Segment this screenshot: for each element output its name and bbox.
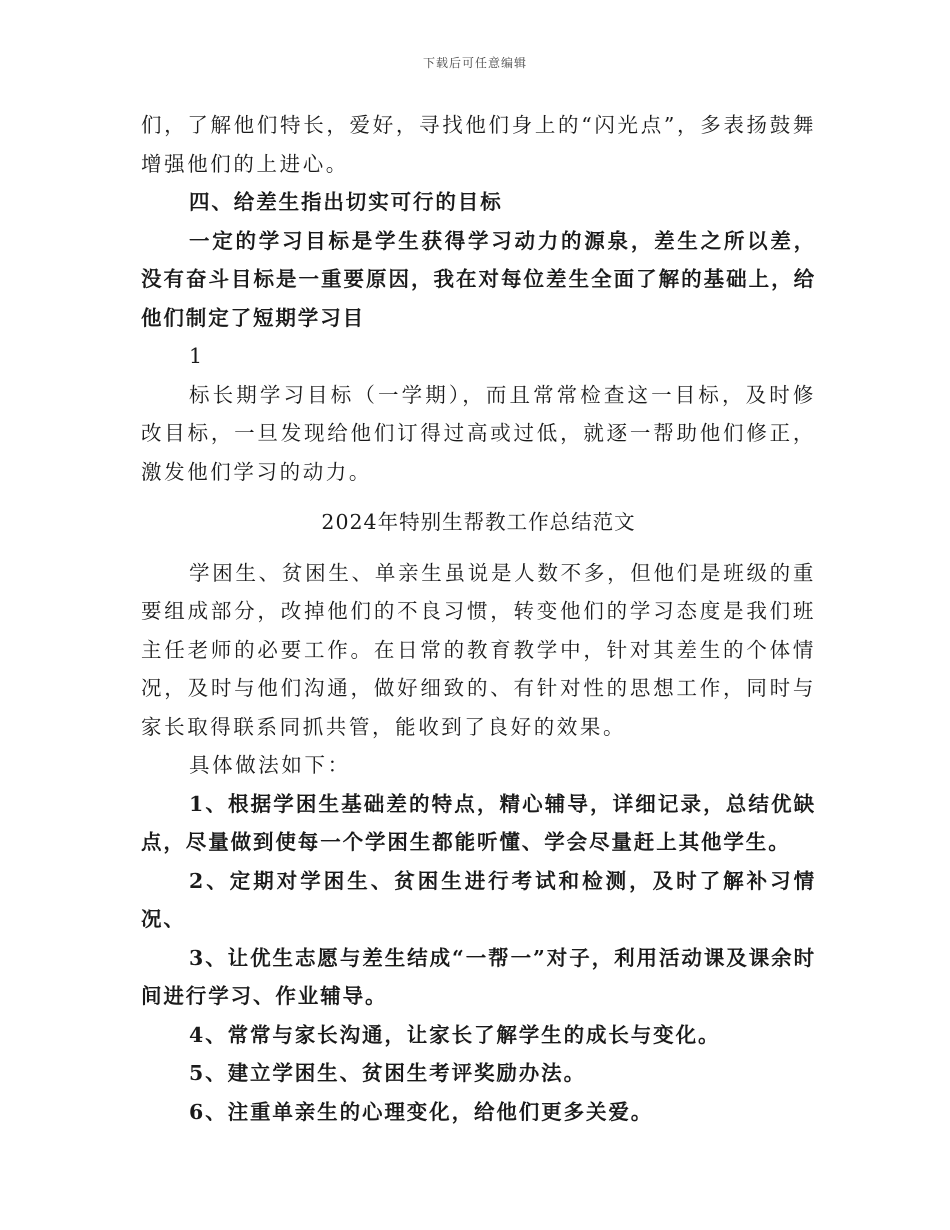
paragraph-continuation: 们，了解他们特长，爱好，寻找他们身上的“闪光点”，多表扬鼓舞增强他们的上进心。	[141, 113, 816, 176]
page-header: 下载后可任意编辑	[422, 56, 527, 70]
list-item-6: 6、注重单亲生的心理变化，给他们更多关爱。	[189, 1099, 654, 1124]
section-title: 2024年特别生帮教工作总结范文	[321, 510, 636, 534]
list-item-5: 5、建立学困生、贫困生考评奖励办法。	[189, 1061, 586, 1085]
list-item-4: 4、常常与家长沟通，让家长了解学生的成长与变化。	[189, 1022, 721, 1047]
section-heading-goals: 四、给差生指出切实可行的目标	[189, 190, 503, 214]
page-number-marker: 1	[189, 344, 205, 368]
list-item-2: 2、定期对学困生、贫困生进行考试和检测，及时了解补习情况、	[141, 868, 816, 931]
document-body	[141, 106, 816, 1131]
list-item-1: 1、根据学困生基础差的特点，精心辅导，详细记录，总结优缺点，尽量做到使每一个学困生都能听懂、学会尽量赶上其他学生。	[141, 791, 816, 854]
paragraph-goals-bold: 一定的学习目标是学生获得学习动力的源泉，差生之所以差，没有奋斗目标是一重要原因，我在对每位差生全面了解的基础上，给他们制定了短期学习目	[141, 228, 816, 330]
paragraph-intro: 学困生、贫困生、单亲生虽说是人数不多，但他们是班级的重要组成部分，改掉他们的不良习惯，转变他们的学习态度是我们班主任老师的必要工作。在日常的教育教学中，针对其差生的个体情况，及时与他们沟通，做好细致的、有针对性的思想工作，同时与家长取得联系同抓共管，能收到了良好的效果。	[141, 560, 816, 739]
paragraph-goals-detail: 标长期学习目标（一学期），而且常常检查这一目标，及时修改目标，一旦发现给他们订得过高或过低，就逐一帮助他们修正，激发他们学习的动力。	[141, 382, 816, 484]
list-item-3: 3、让优生志愿与差生结成“一帮一”对子，利用活动课及课余时间进行学习、作业辅导。	[141, 945, 816, 1008]
paragraph-methods-intro: 具体做法如下：	[189, 753, 351, 777]
